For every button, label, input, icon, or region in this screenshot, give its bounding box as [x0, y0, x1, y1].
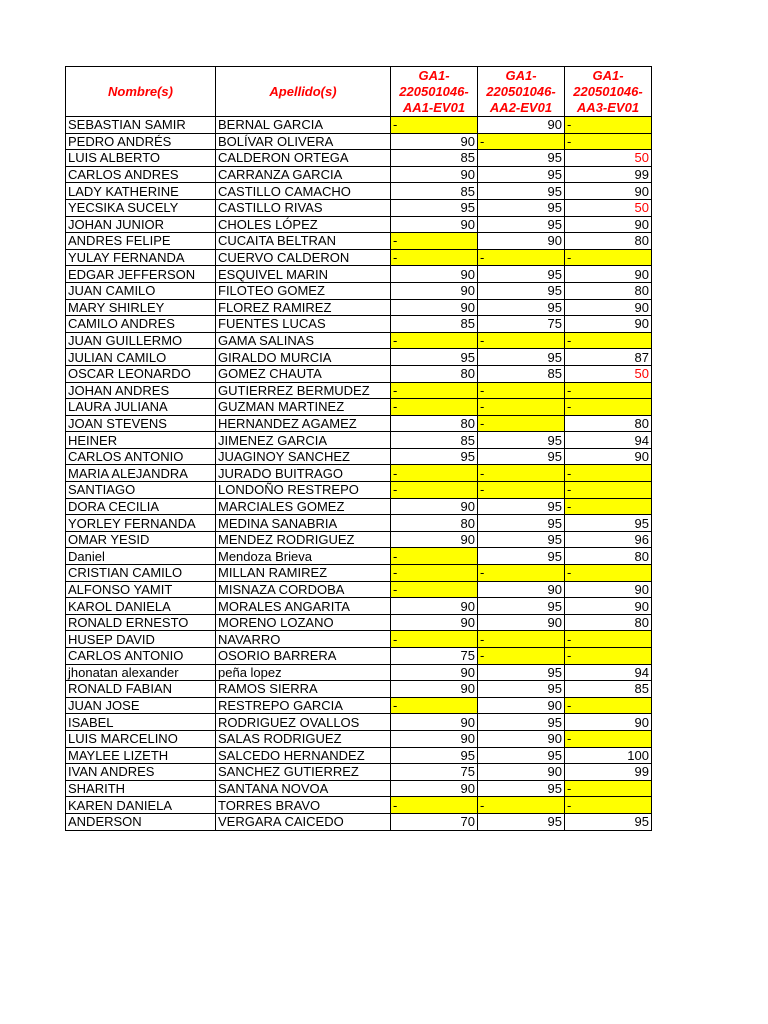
grade-aa1: 90 [391, 598, 478, 615]
grade-aa3: - [565, 565, 652, 582]
grade-aa2: 90 [478, 730, 565, 747]
grade-aa1: 85 [391, 150, 478, 167]
grade-aa3: - [565, 797, 652, 814]
student-surname: CALDERON ORTEGA [216, 150, 391, 167]
student-name: CRISTIAN CAMILO [66, 565, 216, 582]
table-row [66, 349, 652, 366]
table-row [66, 631, 652, 648]
grade-aa2: 95 [478, 780, 565, 797]
table-row [66, 515, 652, 532]
grade-aa2: - [478, 565, 565, 582]
student-surname: GUZMAN MARTINEZ [216, 399, 391, 416]
student-name: ALFONSO YAMIT [66, 581, 216, 598]
table-row [66, 531, 652, 548]
grade-aa2: 95 [478, 681, 565, 698]
table-row [66, 117, 652, 134]
grade-aa2: 95 [478, 432, 565, 449]
grade-aa3: - [565, 399, 652, 416]
table-row [66, 697, 652, 714]
table-row [66, 316, 652, 333]
grade-aa3: 85 [565, 681, 652, 698]
grade-aa3: 94 [565, 664, 652, 681]
grade-aa1: - [391, 399, 478, 416]
student-name: CAMILO ANDRES [66, 316, 216, 333]
grade-aa2: - [478, 631, 565, 648]
student-name: CARLOS ANDRES [66, 166, 216, 183]
header-name: Nombre(s) [66, 67, 216, 117]
student-surname: GAMA SALINAS [216, 332, 391, 349]
student-surname: BERNAL GARCIA [216, 117, 391, 134]
grade-aa3: - [565, 465, 652, 482]
student-name: JUAN CAMILO [66, 282, 216, 299]
grade-aa3: 90 [565, 598, 652, 615]
grade-aa1: - [391, 631, 478, 648]
table-row [66, 465, 652, 482]
grade-aa1: - [391, 233, 478, 250]
student-surname: RAMOS SIERRA [216, 681, 391, 698]
student-name: RONALD ERNESTO [66, 614, 216, 631]
student-surname: CUCAITA BELTRAN [216, 233, 391, 250]
student-name: SHARITH [66, 780, 216, 797]
student-surname: RODRIGUEZ OVALLOS [216, 714, 391, 731]
student-name: JULIAN CAMILO [66, 349, 216, 366]
student-surname: SANCHEZ GUTIERREZ [216, 764, 391, 781]
table-row [66, 797, 652, 814]
grade-aa3: 50 [565, 365, 652, 382]
grade-aa2: 90 [478, 233, 565, 250]
student-surname: JIMENEZ GARCIA [216, 432, 391, 449]
grade-aa1: - [391, 697, 478, 714]
grade-aa1: - [391, 565, 478, 582]
grade-aa1: 90 [391, 780, 478, 797]
student-name: MARY SHIRLEY [66, 299, 216, 316]
table-row [66, 415, 652, 432]
student-surname: MILLAN RAMIREZ [216, 565, 391, 582]
grade-aa3: - [565, 133, 652, 150]
grade-aa2: 85 [478, 365, 565, 382]
grade-aa1: - [391, 465, 478, 482]
student-surname: GUTIERREZ BERMUDEZ [216, 382, 391, 399]
student-surname: MEDINA SANABRIA [216, 515, 391, 532]
grade-aa3: - [565, 498, 652, 515]
grade-aa1: 90 [391, 299, 478, 316]
student-name: LUIS MARCELINO [66, 730, 216, 747]
grade-aa3: 100 [565, 747, 652, 764]
student-surname: TORRES BRAVO [216, 797, 391, 814]
table-row [66, 399, 652, 416]
student-surname: MISNAZA CORDOBA [216, 581, 391, 598]
grade-aa1: 90 [391, 730, 478, 747]
table-row [66, 133, 652, 150]
grade-aa2: 95 [478, 349, 565, 366]
student-surname: CUERVO CALDERON [216, 249, 391, 266]
grade-aa1: - [391, 797, 478, 814]
table-row [66, 813, 652, 830]
grade-aa1: 90 [391, 714, 478, 731]
table-row [66, 681, 652, 698]
grade-aa2: 90 [478, 581, 565, 598]
grades-table [65, 66, 652, 831]
grade-aa2: - [478, 133, 565, 150]
table-row [66, 780, 652, 797]
student-surname: BOLÍVAR OLIVERA [216, 133, 391, 150]
table-row [66, 199, 652, 216]
grade-aa3: - [565, 382, 652, 399]
student-surname: GOMEZ CHAUTA [216, 365, 391, 382]
grade-aa2: 95 [478, 166, 565, 183]
student-surname: SALAS RODRIGUEZ [216, 730, 391, 747]
student-name: YULAY FERNANDA [66, 249, 216, 266]
student-surname: FUENTES LUCAS [216, 316, 391, 333]
student-surname: VERGARA CAICEDO [216, 813, 391, 830]
grade-aa1: 90 [391, 166, 478, 183]
table-row [66, 548, 652, 565]
grade-aa2: 95 [478, 299, 565, 316]
header-aa1: GA1- 220501046- AA1-EV01 [391, 67, 478, 117]
student-name: YECSIKA SUCELY [66, 199, 216, 216]
table-row [66, 332, 652, 349]
student-surname: CARRANZA GARCIA [216, 166, 391, 183]
table-row [66, 249, 652, 266]
grade-aa3: 50 [565, 199, 652, 216]
student-name: OMAR YESID [66, 531, 216, 548]
grade-aa2: 90 [478, 117, 565, 134]
table-row [66, 747, 652, 764]
grade-aa1: 80 [391, 365, 478, 382]
table-row [66, 581, 652, 598]
student-surname: CASTILLO CAMACHO [216, 183, 391, 200]
student-surname: ESQUIVEL MARIN [216, 266, 391, 283]
student-name: JOAN STEVENS [66, 415, 216, 432]
grade-aa2: - [478, 465, 565, 482]
student-surname: NAVARRO [216, 631, 391, 648]
table-row [66, 448, 652, 465]
student-surname: HERNANDEZ AGAMEZ [216, 415, 391, 432]
grade-aa3: - [565, 730, 652, 747]
student-name: Daniel [66, 548, 216, 565]
student-surname: FLOREZ RAMIREZ [216, 299, 391, 316]
student-name: OSCAR LEONARDO [66, 365, 216, 382]
student-surname: MARCIALES GOMEZ [216, 498, 391, 515]
grade-aa1: - [391, 249, 478, 266]
grade-aa2: 90 [478, 614, 565, 631]
grade-aa1: - [391, 548, 478, 565]
student-name: LUIS ALBERTO [66, 150, 216, 167]
grade-aa2: 95 [478, 266, 565, 283]
grade-aa1: 90 [391, 266, 478, 283]
grade-aa3: 96 [565, 531, 652, 548]
student-name: ANDERSON [66, 813, 216, 830]
student-name: HUSEP DAVID [66, 631, 216, 648]
grade-aa3: - [565, 249, 652, 266]
grade-aa3: 99 [565, 166, 652, 183]
table-row [66, 183, 652, 200]
student-surname: SANTANA NOVOA [216, 780, 391, 797]
student-surname: RESTREPO GARCIA [216, 697, 391, 714]
student-name: HEINER [66, 432, 216, 449]
student-surname: JUAGINOY SANCHEZ [216, 448, 391, 465]
student-name: EDGAR JEFFERSON [66, 266, 216, 283]
table-row [66, 565, 652, 582]
table-row [66, 614, 652, 631]
student-name: YORLEY FERNANDA [66, 515, 216, 532]
table-row [66, 282, 652, 299]
student-surname: GIRALDO MURCIA [216, 349, 391, 366]
grade-aa2: 95 [478, 598, 565, 615]
table-row [66, 648, 652, 665]
table-row [66, 365, 652, 382]
grade-aa2: 95 [478, 714, 565, 731]
grade-aa2: 95 [478, 150, 565, 167]
grade-aa1: 75 [391, 648, 478, 665]
grade-aa3: 50 [565, 150, 652, 167]
grade-aa2: - [478, 482, 565, 499]
grade-aa1: 90 [391, 531, 478, 548]
grade-aa2: 95 [478, 548, 565, 565]
grade-aa1: 95 [391, 448, 478, 465]
grade-aa2: 95 [478, 531, 565, 548]
grade-aa3: 90 [565, 316, 652, 333]
student-name: MAYLEE LIZETH [66, 747, 216, 764]
grade-aa2: - [478, 382, 565, 399]
grade-aa1: 95 [391, 349, 478, 366]
header-surname: Apellido(s) [216, 67, 391, 117]
grade-aa2: 90 [478, 697, 565, 714]
grade-aa2: 75 [478, 316, 565, 333]
student-name: JUAN GUILLERMO [66, 332, 216, 349]
header-row [66, 67, 652, 117]
grade-aa2: - [478, 415, 565, 432]
table-row [66, 432, 652, 449]
student-surname: MORALES ANGARITA [216, 598, 391, 615]
student-surname: LONDOÑO RESTREPO [216, 482, 391, 499]
student-name: jhonatan alexander [66, 664, 216, 681]
table-row [66, 299, 652, 316]
table-row [66, 498, 652, 515]
table-row [66, 714, 652, 731]
grade-aa2: - [478, 648, 565, 665]
grade-aa1: 90 [391, 498, 478, 515]
grade-aa1: 75 [391, 764, 478, 781]
grade-aa3: - [565, 631, 652, 648]
table-row [66, 730, 652, 747]
grade-aa1: - [391, 482, 478, 499]
grade-aa3: - [565, 332, 652, 349]
student-name: IVAN ANDRES [66, 764, 216, 781]
student-name: ANDRES FELIPE [66, 233, 216, 250]
grade-aa3: 80 [565, 282, 652, 299]
grade-aa3: 80 [565, 548, 652, 565]
table-row [66, 482, 652, 499]
grade-aa3: 90 [565, 183, 652, 200]
student-name: CARLOS ANTONIO [66, 648, 216, 665]
student-name: DORA CECILIA [66, 498, 216, 515]
table-row [66, 764, 652, 781]
grade-aa1: 85 [391, 183, 478, 200]
student-surname: FILOTEO GOMEZ [216, 282, 391, 299]
grade-aa3: - [565, 648, 652, 665]
student-name: ISABEL [66, 714, 216, 731]
grade-aa1: 80 [391, 515, 478, 532]
grade-aa1: - [391, 117, 478, 134]
grade-aa1: 80 [391, 415, 478, 432]
grade-aa2: 95 [478, 183, 565, 200]
grade-aa3: 95 [565, 515, 652, 532]
grade-aa1: - [391, 581, 478, 598]
grade-aa3: - [565, 117, 652, 134]
table-row [66, 598, 652, 615]
grade-aa3: - [565, 780, 652, 797]
grade-aa3: 80 [565, 415, 652, 432]
student-surname: MORENO LOZANO [216, 614, 391, 631]
grade-aa3: 80 [565, 233, 652, 250]
table-row [66, 216, 652, 233]
student-name: CARLOS ANTONIO [66, 448, 216, 465]
grade-aa3: 94 [565, 432, 652, 449]
grade-aa1: 90 [391, 216, 478, 233]
grade-aa3: 90 [565, 581, 652, 598]
student-surname: Mendoza Brieva [216, 548, 391, 565]
student-surname: CHOLES LÓPEZ [216, 216, 391, 233]
grade-aa1: - [391, 382, 478, 399]
grade-aa1: 95 [391, 199, 478, 216]
grade-aa2: 95 [478, 747, 565, 764]
table-row [66, 382, 652, 399]
grade-aa1: 95 [391, 747, 478, 764]
grade-aa2: - [478, 797, 565, 814]
student-surname: MENDEZ RODRIGUEZ [216, 531, 391, 548]
grade-aa1: 85 [391, 432, 478, 449]
grade-aa2: 95 [478, 199, 565, 216]
student-name: KAREN DANIELA [66, 797, 216, 814]
table-row [66, 266, 652, 283]
grade-aa3: 90 [565, 714, 652, 731]
student-name: JOHAN JUNIOR [66, 216, 216, 233]
grade-aa1: 90 [391, 282, 478, 299]
student-name: PEDRO ANDRÉS [66, 133, 216, 150]
student-name: MARIA ALEJANDRA [66, 465, 216, 482]
student-surname: OSORIO BARRERA [216, 648, 391, 665]
student-surname: SALCEDO HERNANDEZ [216, 747, 391, 764]
grade-aa2: - [478, 249, 565, 266]
table-row [66, 166, 652, 183]
grade-aa3: 95 [565, 813, 652, 830]
grade-aa1: 90 [391, 133, 478, 150]
grade-aa1: 90 [391, 664, 478, 681]
grade-aa2: - [478, 399, 565, 416]
grade-aa1: - [391, 332, 478, 349]
student-name: KAROL DANIELA [66, 598, 216, 615]
student-name: RONALD FABIAN [66, 681, 216, 698]
grade-aa3: 87 [565, 349, 652, 366]
grade-aa1: 85 [391, 316, 478, 333]
grade-aa3: 90 [565, 299, 652, 316]
grade-aa1: 70 [391, 813, 478, 830]
header-aa2: GA1- 220501046- AA2-EV01 [478, 67, 565, 117]
grade-aa3: 90 [565, 448, 652, 465]
student-name: JUAN JOSE [66, 697, 216, 714]
grade-aa3: 90 [565, 266, 652, 283]
student-name: SEBASTIAN SAMIR [66, 117, 216, 134]
student-surname: CASTILLO RIVAS [216, 199, 391, 216]
header-aa3: GA1- 220501046- AA3-EV01 [565, 67, 652, 117]
grade-aa2: 95 [478, 515, 565, 532]
student-name: SANTIAGO [66, 482, 216, 499]
grade-aa3: - [565, 482, 652, 499]
grade-aa2: 95 [478, 664, 565, 681]
table-row [66, 150, 652, 167]
grade-aa3: 80 [565, 614, 652, 631]
grade-aa2: 90 [478, 764, 565, 781]
grade-aa2: 95 [478, 216, 565, 233]
grade-aa3: 99 [565, 764, 652, 781]
grade-aa2: 95 [478, 448, 565, 465]
grade-aa1: 90 [391, 681, 478, 698]
student-name: LAURA JULIANA [66, 399, 216, 416]
grade-aa3: - [565, 697, 652, 714]
grade-aa2: - [478, 332, 565, 349]
grade-aa2: 95 [478, 498, 565, 515]
table-row [66, 233, 652, 250]
student-name: LADY KATHERINE [66, 183, 216, 200]
student-name: JOHAN ANDRES [66, 382, 216, 399]
table-row [66, 664, 652, 681]
grade-aa3: 90 [565, 216, 652, 233]
grade-aa1: 90 [391, 614, 478, 631]
grade-aa2: 95 [478, 813, 565, 830]
student-surname: peña lopez [216, 664, 391, 681]
student-surname: JURADO BUITRAGO [216, 465, 391, 482]
grade-aa2: 95 [478, 282, 565, 299]
